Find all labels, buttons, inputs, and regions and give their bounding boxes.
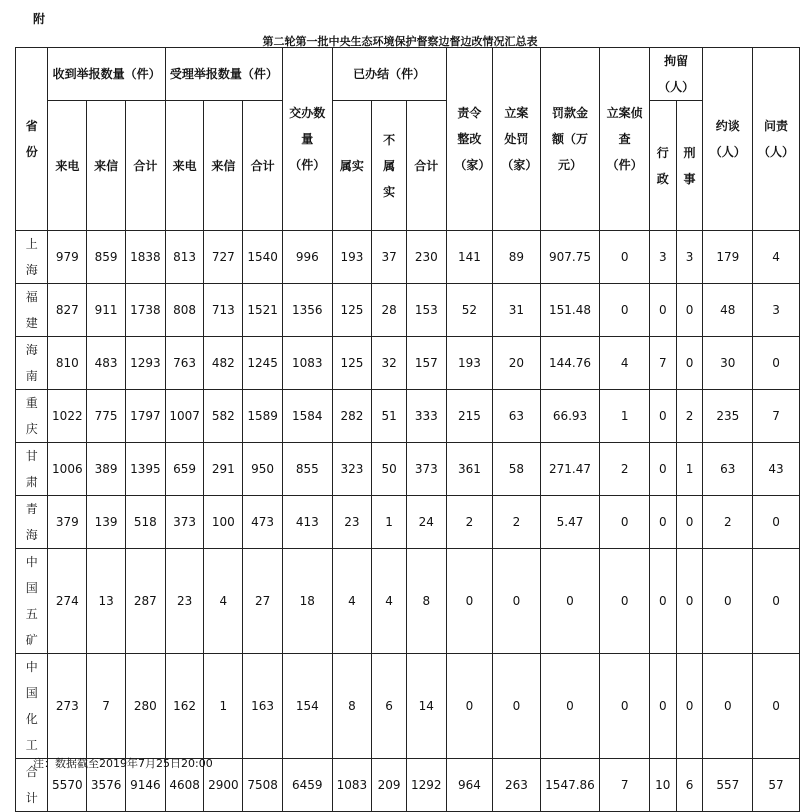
table-cell: 51 (372, 390, 407, 443)
table-cell: 3 (753, 284, 800, 337)
table-cell: 10 (649, 759, 676, 812)
table-cell: 2 (703, 496, 753, 549)
table-cell: 141 (446, 231, 493, 284)
table-cell: 1 (372, 496, 407, 549)
table-cell: 154 (282, 654, 332, 759)
header-received: 收到举报数量（件） (48, 48, 165, 101)
table-cell: 230 (406, 231, 446, 284)
table-cell: 209 (372, 759, 407, 812)
row-province: 重庆 (16, 390, 48, 443)
table-cell: 63 (703, 443, 753, 496)
table-cell: 23 (165, 549, 204, 654)
table-cell: 3576 (87, 759, 126, 812)
table-cell: 0 (676, 496, 703, 549)
table-row (16, 654, 800, 759)
table-cell: 413 (282, 496, 332, 549)
table-cell: 7 (87, 654, 126, 759)
table-cell: 287 (125, 549, 165, 654)
table-cell: 1356 (282, 284, 332, 337)
table-cell: 7 (649, 337, 676, 390)
table-cell: 373 (165, 496, 204, 549)
table-cell: 7 (753, 390, 800, 443)
table-cell: 63 (493, 390, 540, 443)
header-accepted-call: 来电 (165, 101, 204, 231)
table-cell: 333 (406, 390, 446, 443)
header-received-call: 来电 (48, 101, 87, 231)
row-province: 上海 (16, 231, 48, 284)
header-accepted-letter: 来信 (204, 101, 243, 231)
table-cell: 0 (703, 549, 753, 654)
table-cell: 582 (204, 390, 243, 443)
table-cell: 5.47 (540, 496, 600, 549)
header-done-not-true: 不属实 (372, 101, 407, 231)
table-cell: 193 (446, 337, 493, 390)
header-accountability: 问责（人） (753, 48, 800, 231)
table-cell: 389 (87, 443, 126, 496)
header-received-letter: 来信 (87, 101, 126, 231)
table-cell: 1293 (125, 337, 165, 390)
table-cell: 24 (406, 496, 446, 549)
table-cell: 125 (332, 284, 372, 337)
table-cell: 0 (676, 549, 703, 654)
table-row (16, 337, 800, 390)
attachment-mark: 附 (33, 12, 46, 26)
table-cell: 163 (243, 654, 283, 759)
table-cell: 950 (243, 443, 283, 496)
table-cell: 0 (753, 496, 800, 549)
row-province: 甘肃 (16, 443, 48, 496)
table-cell: 4 (332, 549, 372, 654)
table-cell: 235 (703, 390, 753, 443)
table-cell: 1589 (243, 390, 283, 443)
header-interview: 约谈（人） (703, 48, 753, 231)
table-cell: 6 (676, 759, 703, 812)
table-cell: 193 (332, 231, 372, 284)
footnote: 注：数据截至2019年7月25日20:00 (33, 757, 213, 770)
header-detain-criminal: 刑事 (676, 101, 703, 231)
table-cell: 813 (165, 231, 204, 284)
table-cell: 0 (600, 496, 650, 549)
table-cell: 0 (649, 443, 676, 496)
table-cell: 263 (493, 759, 540, 812)
table-cell: 2 (600, 443, 650, 496)
table-cell: 911 (87, 284, 126, 337)
table-cell: 964 (446, 759, 493, 812)
table-cell: 0 (600, 284, 650, 337)
header-received-total: 合计 (125, 101, 165, 231)
table-cell: 1083 (332, 759, 372, 812)
table-cell: 7 (600, 759, 650, 812)
table-cell: 271.47 (540, 443, 600, 496)
table-cell: 0 (649, 284, 676, 337)
table-cell: 4 (204, 549, 243, 654)
table-cell: 282 (332, 390, 372, 443)
table-cell: 31 (493, 284, 540, 337)
row-province: 海南 (16, 337, 48, 390)
table-cell: 14 (406, 654, 446, 759)
table-cell: 323 (332, 443, 372, 496)
table-cell: 2 (446, 496, 493, 549)
table-cell: 179 (703, 231, 753, 284)
table-cell: 1245 (243, 337, 283, 390)
table-cell: 0 (676, 337, 703, 390)
table-cell: 89 (493, 231, 540, 284)
table-cell: 2 (676, 390, 703, 443)
header-province: 省份 (16, 48, 48, 231)
table-cell: 0 (703, 654, 753, 759)
header-done-total: 合计 (406, 101, 446, 231)
table-cell: 1022 (48, 390, 87, 443)
table-cell: 907.75 (540, 231, 600, 284)
row-province: 青海 (16, 496, 48, 549)
table-cell: 0 (446, 654, 493, 759)
table-cell: 775 (87, 390, 126, 443)
table-cell: 557 (703, 759, 753, 812)
table-cell: 0 (600, 231, 650, 284)
table-cell: 157 (406, 337, 446, 390)
header-detain-admin: 行政 (649, 101, 676, 231)
table-cell: 0 (540, 654, 600, 759)
table-cell: 2900 (204, 759, 243, 812)
table-cell: 1083 (282, 337, 332, 390)
table-cell: 274 (48, 549, 87, 654)
table-cell: 0 (753, 549, 800, 654)
table-cell: 151.48 (540, 284, 600, 337)
table-cell: 18 (282, 549, 332, 654)
table-cell: 0 (676, 654, 703, 759)
table-cell: 0 (753, 337, 800, 390)
table-cell: 7508 (243, 759, 283, 812)
table-cell: 1547.86 (540, 759, 600, 812)
table-cell: 28 (372, 284, 407, 337)
table-cell: 144.76 (540, 337, 600, 390)
table-cell: 0 (493, 654, 540, 759)
header-done-true: 属实 (332, 101, 372, 231)
table-cell: 1395 (125, 443, 165, 496)
table-cell: 4 (600, 337, 650, 390)
table-cell: 273 (48, 654, 87, 759)
table-cell: 58 (493, 443, 540, 496)
table-cell: 5570 (48, 759, 87, 812)
table-cell: 810 (48, 337, 87, 390)
table-cell: 1838 (125, 231, 165, 284)
table-cell: 52 (446, 284, 493, 337)
table-cell: 57 (753, 759, 800, 812)
table-cell: 125 (332, 337, 372, 390)
header-rectify: 责令整改（家） (446, 48, 493, 231)
table-cell: 6 (372, 654, 407, 759)
table-cell: 4 (753, 231, 800, 284)
table-cell: 1 (204, 654, 243, 759)
table-cell: 518 (125, 496, 165, 549)
table-cell: 659 (165, 443, 204, 496)
table-cell: 2 (493, 496, 540, 549)
table-cell: 763 (165, 337, 204, 390)
table-cell: 482 (204, 337, 243, 390)
table-row (16, 390, 800, 443)
table-cell: 162 (165, 654, 204, 759)
table-cell: 373 (406, 443, 446, 496)
table-cell: 6459 (282, 759, 332, 812)
table-cell: 8 (406, 549, 446, 654)
table-cell: 32 (372, 337, 407, 390)
table-cell: 139 (87, 496, 126, 549)
table-cell: 9146 (125, 759, 165, 812)
table-cell: 0 (649, 390, 676, 443)
table-cell: 859 (87, 231, 126, 284)
table-cell: 23 (332, 496, 372, 549)
table-cell: 0 (676, 284, 703, 337)
table-cell: 1 (600, 390, 650, 443)
header-detain: 拘留（人） (649, 48, 702, 101)
header-penalize: 立案处罚（家） (493, 48, 540, 231)
table-cell: 3 (676, 231, 703, 284)
table-cell: 291 (204, 443, 243, 496)
table-row (16, 443, 800, 496)
table-cell: 0 (540, 549, 600, 654)
table-cell: 27 (243, 549, 283, 654)
table-cell: 808 (165, 284, 204, 337)
table-cell: 20 (493, 337, 540, 390)
table-cell: 483 (87, 337, 126, 390)
table-cell: 0 (446, 549, 493, 654)
table-cell: 979 (48, 231, 87, 284)
table-title: 第二轮第一批中央生态环境保护督察边督边改情况汇总表 (262, 35, 538, 48)
table-cell: 0 (493, 549, 540, 654)
table-cell: 215 (446, 390, 493, 443)
table-row (16, 496, 800, 549)
table-cell: 66.93 (540, 390, 600, 443)
table-cell: 8 (332, 654, 372, 759)
header-accepted-total: 合计 (243, 101, 283, 231)
table-row (16, 549, 800, 654)
table-cell: 0 (649, 549, 676, 654)
table-body (16, 231, 800, 812)
table-cell: 996 (282, 231, 332, 284)
table-cell: 379 (48, 496, 87, 549)
header-investigate: 立案侦查（件） (600, 48, 650, 231)
table-cell: 827 (48, 284, 87, 337)
table-cell: 855 (282, 443, 332, 496)
table-row (16, 284, 800, 337)
table-cell: 4608 (165, 759, 204, 812)
table-cell: 0 (600, 549, 650, 654)
table-cell: 4 (372, 549, 407, 654)
header-fine: 罚款金额（万元） (540, 48, 600, 231)
table-cell: 0 (649, 496, 676, 549)
table-cell: 1007 (165, 390, 204, 443)
table-cell: 13 (87, 549, 126, 654)
row-province: 中国化工 (16, 654, 48, 759)
table-cell: 1540 (243, 231, 283, 284)
table-cell: 100 (204, 496, 243, 549)
table-cell: 473 (243, 496, 283, 549)
table-row (16, 231, 800, 284)
table-cell: 1292 (406, 759, 446, 812)
table-cell: 30 (703, 337, 753, 390)
table-cell: 0 (753, 654, 800, 759)
table-cell: 50 (372, 443, 407, 496)
table-cell: 727 (204, 231, 243, 284)
table-cell: 1738 (125, 284, 165, 337)
table-cell: 1 (676, 443, 703, 496)
table-cell: 1584 (282, 390, 332, 443)
header-assigned: 交办数量（件） (282, 48, 332, 231)
table-cell: 280 (125, 654, 165, 759)
row-province: 福建 (16, 284, 48, 337)
table-cell: 153 (406, 284, 446, 337)
table-cell: 0 (600, 654, 650, 759)
header-done: 已办结（件） (332, 48, 446, 101)
table-cell: 3 (649, 231, 676, 284)
table-cell: 1006 (48, 443, 87, 496)
table-cell: 713 (204, 284, 243, 337)
table-cell: 43 (753, 443, 800, 496)
table-cell: 0 (649, 654, 676, 759)
table-cell: 1521 (243, 284, 283, 337)
summary-table (15, 47, 800, 812)
table-cell: 361 (446, 443, 493, 496)
row-province: 中国五矿 (16, 549, 48, 654)
table-cell: 48 (703, 284, 753, 337)
row-province: 合计 (16, 759, 48, 812)
table-cell: 37 (372, 231, 407, 284)
table-cell: 1797 (125, 390, 165, 443)
header-accepted: 受理举报数量（件） (165, 48, 282, 101)
